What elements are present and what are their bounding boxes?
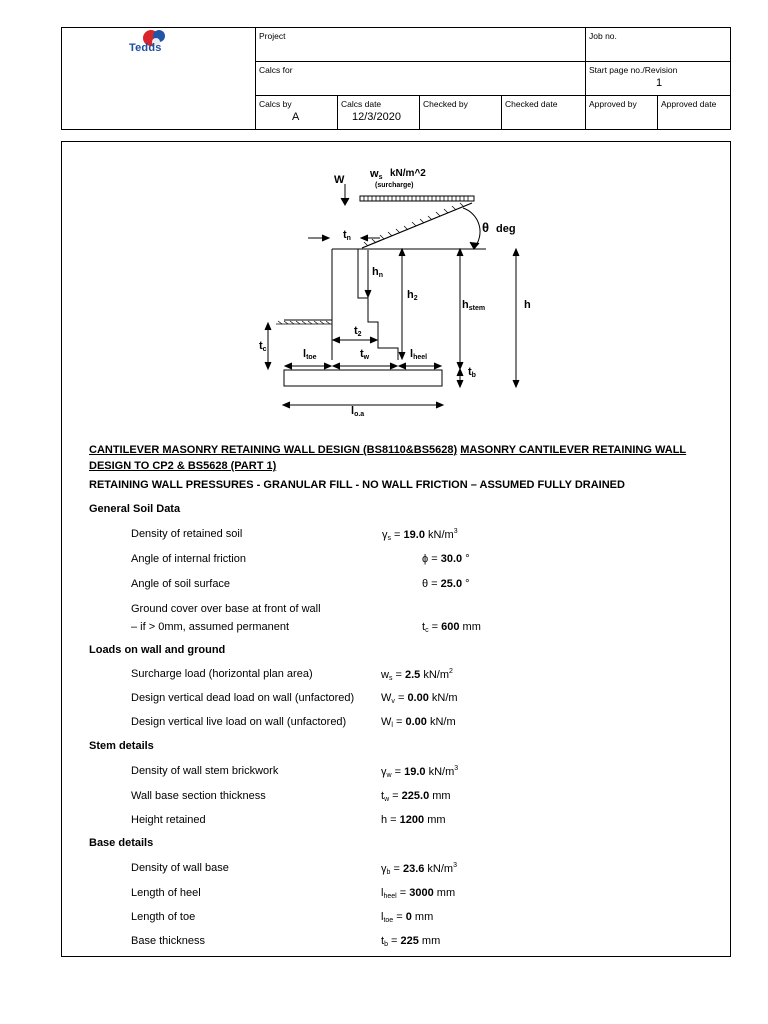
checked-by-label: Checked by [423, 99, 468, 109]
calcs-date-value: 12/3/2020 [352, 111, 401, 123]
row-label: Base thickness [131, 935, 205, 947]
row-label: Density of retained soil [131, 528, 243, 540]
diagram-label-tc: $t_c$ [259, 340, 267, 353]
diagram-label-deg: deg [496, 223, 516, 235]
row-value: $l_{toe} = 0$ mm [381, 911, 434, 924]
diagram-label-h2: $h_2$ [407, 289, 418, 302]
approved-date-label: Approved date [661, 99, 717, 109]
diagram-label-ws: $w_s$ [370, 168, 383, 181]
logo-text: Tedds [129, 42, 162, 54]
diagram-label-tw: $t_w$ [360, 348, 370, 361]
diagram-label-ws-unit: kN/m^2 [390, 168, 426, 179]
start-page-label: Start page no./Revision [589, 65, 678, 75]
row-value: $t_b = 225$ mm [381, 935, 441, 948]
retaining-wall-diagram [250, 162, 550, 422]
row-value: $W_l = 0.00$ kN/m [381, 716, 456, 729]
row-label: Height retained [131, 814, 206, 826]
diagram-label-W: W [334, 174, 345, 186]
diagram-label-tn: $t_n$ [343, 229, 351, 242]
row-label: Design vertical dead load on wall (unfactored) [131, 692, 355, 704]
row-value: h = 1200 mm [381, 814, 446, 826]
page-title: CANTILEVER MASONRY RETAINING WALL DESIGN (BS8110&BS5628) MASONRY CANTILEVER RETAINING WALL DESIGN TO CP2 & BS5628 (PART 1) [89, 444, 687, 472]
tedds-logo [120, 28, 210, 68]
row-value: $w_s = 2.5$ $kN/m^2$ [381, 668, 453, 682]
row-label: Length of toe [131, 911, 196, 923]
calcs-by-value: A [292, 111, 300, 123]
row-label: Wall base section thickness [131, 790, 266, 802]
row-value: $t_c = 600$ mm [422, 621, 481, 634]
row-label: Angle of internal friction [131, 553, 246, 565]
start-page-value: 1 [656, 77, 663, 89]
row-label: Density of wall base [131, 862, 229, 874]
diagram-label-lheel: $l_{heel}$ [410, 348, 428, 361]
diagram-label-loa: $l_{o.a}$ [351, 405, 365, 418]
diagram-label-tb: $t_b$ [468, 366, 476, 379]
row-value: $\gamma_b = 23.6$ $kN/m^3$ [381, 862, 458, 876]
diagram-label-surcharge: (surcharge) [375, 182, 414, 189]
row-label: Ground cover over base at front of wall [131, 603, 321, 615]
diagram-label-hn: $h_n$ [372, 266, 384, 279]
row-value: $\gamma_w = 19.0$ $kN/m^3$ [381, 765, 459, 779]
row-label: – if > 0mm, assumed permanent [131, 621, 290, 633]
job-no-label: Job no. [589, 31, 617, 41]
section-base: Base details [89, 837, 154, 849]
diagram-label-ltoe: $l_{toe}$ [303, 348, 317, 361]
calc-header [61, 27, 731, 130]
row-value: $W_v = 0.00$ kN/m [381, 692, 458, 705]
row-value: $l_{heel} = 3000$ mm [381, 887, 456, 900]
diagram-label-h: h [524, 299, 531, 311]
row-value: $\gamma_s = 19.0$ $kN/m^3$ [382, 528, 458, 542]
row-label: Length of heel [131, 887, 201, 899]
row-label: Surcharge load (horizontal plan area) [131, 668, 313, 680]
page-subtitle: RETAINING WALL PRESSURES - GRANULAR FILL - NO WALL FRICTION – ASSUMED FULLY DRAINED [89, 479, 625, 491]
checked-date-label: Checked date [505, 99, 558, 109]
row-label: Density of wall stem brickwork [131, 765, 279, 777]
row-value: $t_w = 225.0$ mm [381, 790, 451, 803]
approved-by-label: Approved by [589, 99, 637, 109]
row-label: Angle of soil surface [131, 578, 231, 590]
calcs-for-label: Calcs for [259, 65, 293, 75]
section-stem: Stem details [89, 740, 154, 752]
row-label: Design vertical live load on wall (unfactored) [131, 716, 347, 728]
calcs-by-label: Calcs by [259, 99, 292, 109]
diagram-label-theta: θ [482, 220, 490, 235]
section-soil: General Soil Data [89, 503, 181, 515]
project-label: Project [259, 31, 286, 41]
calcs-date-label: Calcs date [341, 99, 382, 109]
diagram-label-t2: $t_2$ [354, 325, 362, 338]
row-value: θ = 25.0 ° [422, 578, 470, 590]
row-value: ϕ = 30.0 ° [422, 553, 470, 565]
diagram-label-hstem: $h_{stem}$ [462, 299, 486, 312]
section-loads: Loads on wall and ground [89, 644, 226, 656]
